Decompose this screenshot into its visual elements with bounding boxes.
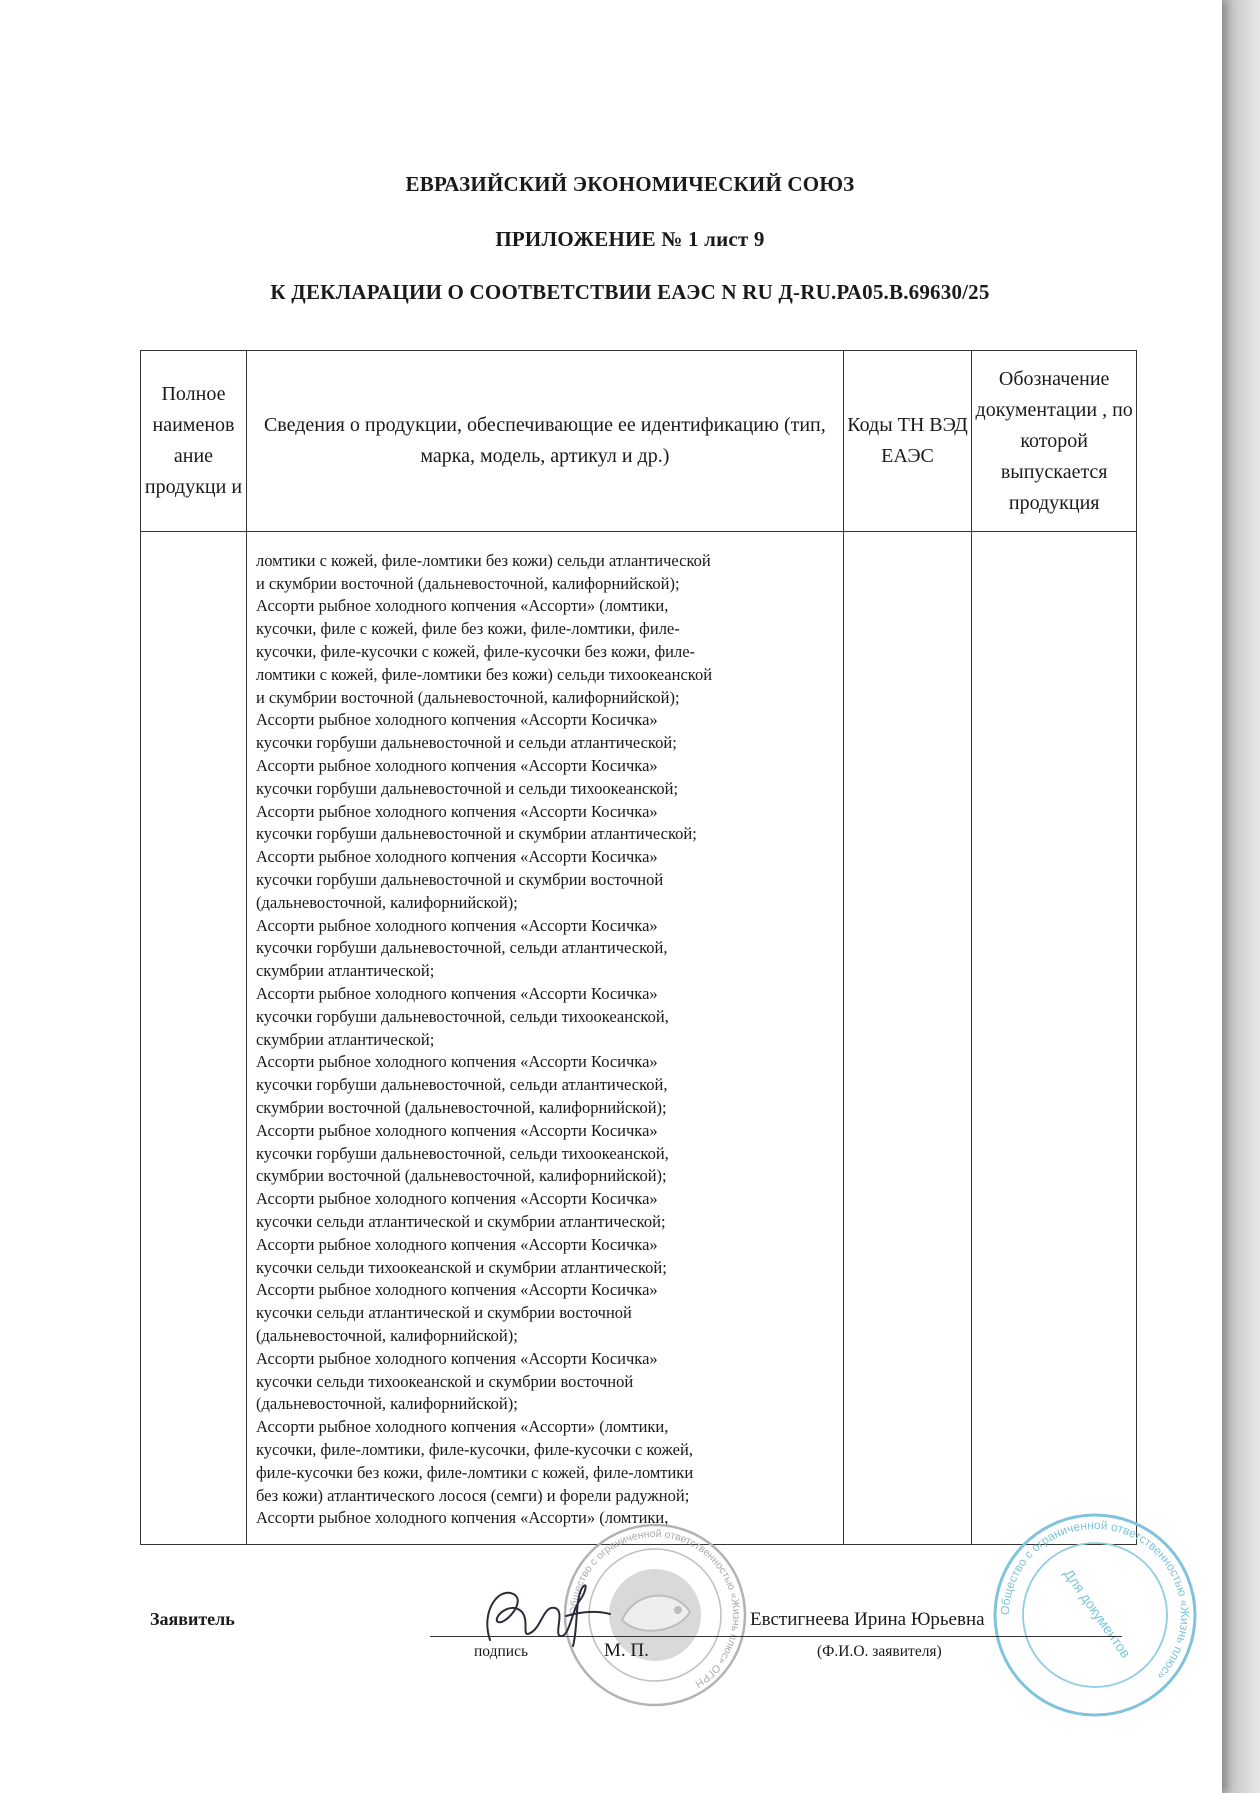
cell-product-info xyxy=(246,532,843,1545)
applicant-name: Евстигнеева Ирина Юрьевна xyxy=(750,1609,985,1630)
header-appendix-title: ПРИЛОЖЕНИЕ № 1 лист 9 xyxy=(495,227,765,251)
company-stamp-blue xyxy=(985,1505,1205,1725)
column-header-docs: Обозначение документации , по которой выпускается продукция xyxy=(972,351,1137,532)
column-header-name: Полное наименов ание продукци и xyxy=(141,351,247,532)
header-union-title: ЕВРАЗИЙСКИЙ ЭКОНОМИЧЕСКИЙ СОЮЗ xyxy=(405,172,855,196)
cell-codes xyxy=(843,532,972,1545)
stamp-ring-text: Общество с ограниченной ответственностью «Жизнь плюс» ОГРН xyxy=(567,1527,743,1690)
handwritten-signature xyxy=(470,1570,620,1655)
name-caption: (Ф.И.О. заявителя) xyxy=(817,1643,942,1660)
cell-product-name xyxy=(141,532,247,1545)
cell-docs xyxy=(972,532,1137,1545)
header-declaration-number: К ДЕКЛАРАЦИИ О СООТВЕТСТВИИ ЕАЭС N RU Д-RU.РА05.В.69630/25 xyxy=(270,280,990,304)
products-table xyxy=(140,350,1137,1545)
column-header-info: Сведения о продукции, обеспечивающие ее идентификацию (тип, марка, модель, артикул и др.) xyxy=(246,351,843,532)
signature-caption: подпись xyxy=(474,1643,529,1660)
product-info-text: ломтики с кожей, филе-ломтики без кожи) сельди атлантической и скумбрии восточной (дальневосточной, калифорнийской); Ассорти рыбное холодного копчения «Ассорти» (ломтики, кусочки, филе с кожей, филе без кожи, филе-ломтики, филе- кусочки, филе-кусочки с кожей, филе-кусочки без кожи, филе- ломтики с кожей, филе-ломтики без кожи) сельди тихоокеанской и скумбрии восточной (дальневосточной, калифорнийской); Ассорти рыбное холодного копчения «Ассорти Косичка» кусочки горбуши дальневосточной и сельди атлантической; Ассорти рыбное холодного копчения «Ассорти Косичка» кусочки горбуши дальневосточной и сельди тихоокеанской; Ассорти рыбное холодного копчения «Ассорти Косичка» кусочки горбуши дальневосточной и скумбрии атлантической; Ассорти рыбное холодного копчения «Ассорти Косичка» кусочки горбуши дальневосточной и скумбрии восточной (дальневосточной, калифорнийской); Ассорти рыбное холодного копчения «Ассорти Косичка» кусочки горбуши дальневосточной, сельди атлантической, скумбрии атлантической; Ассорти рыбное холодного копчения «Ассорти Косичка» кусочки горбуши дальневосточной, сельди тихоокеанской, скумбрии атлантической; Ассорти рыбное холодного копчения «Ассорти Косичка» кусочки горбуши дальневосточной, сельди атлантической, скумбрии восточной (дальневосточной, калифорнийской); Ассорти рыбное холодного копчения «Ассорти Косичка» кусочки горбуши дальневосточной, сельди тихоокеанской, скумбрии восточной (дальневосточной, калифорнийской); Ассорти рыбное холодного копчения «Ассорти Косичка» кусочки сельди атлантической и скумбрии атлантической; Ассорти рыбное холодного копчения «Ассорти Косичка» кусочки сельди тихоокеанской и скумбрии атлантической; Ассорти рыбное холодного копчения «Ассорти Косичка» кусочки сельди атлантической и скумбрии восточной (дальневосточной, калифорнийской); Ассорти рыбное холодного копчения «Ассорти Косичка» кусочки сельди тихоокеанской и скумбрии восточной (дальневосточной, калифорнийской); Ассорти рыбное холодного копчения «Ассорти» (ломтики, кусочки, филе-ломтики, филе-кусочки, филе-кусочки с кожей, филе-кусочки без кожи, филе-ломтики с кожей, филе-ломтики без кожи) атлантического лосося (семги) и форели радужной; Ассорти рыбное холодного копчения «Ассорти» (ломтики, xyxy=(255,550,713,1528)
stamp-center-text: Для документов xyxy=(1060,1565,1135,1661)
table-header-row xyxy=(141,351,1137,532)
column-header-codes: Коды ТН ВЭД ЕАЭС xyxy=(843,351,972,532)
scan-right-edge xyxy=(1222,0,1260,1793)
stamp-mark-label: М. П. xyxy=(604,1640,649,1661)
stamp-ring-text-blue: Общество с ограниченной ответственностью «Жизнь плюс» xyxy=(997,1517,1193,1683)
applicant-label: Заявитель xyxy=(150,1609,235,1629)
table-row xyxy=(141,532,1137,1545)
